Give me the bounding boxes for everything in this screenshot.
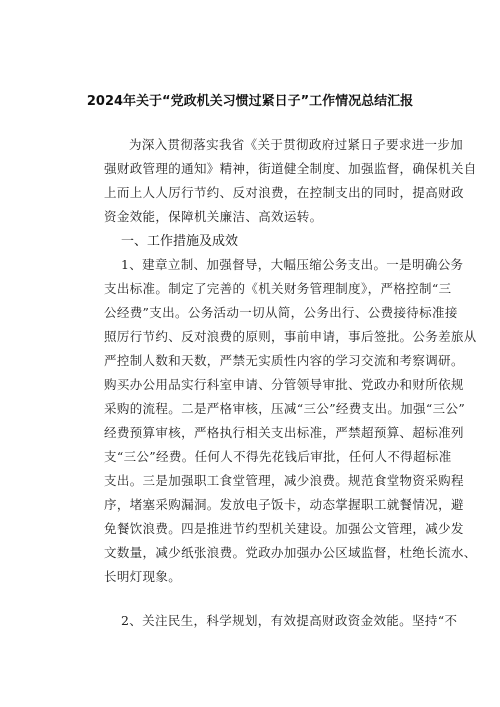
intro-line-1: 为深入贯彻落实我省《关于贯彻政府过紧日子要求进一步加 xyxy=(129,137,464,152)
item2-line-1: 2、关注民生，科学规划，有效提高财政资金效能。坚持“不 xyxy=(121,613,458,628)
item1-line-9: 支“三公”经费。任何人不得先花钱后审批，任何人不得超标准 xyxy=(104,449,452,464)
intro-line-3: 上而上人人厉行节约、反对浪费，在控制支出的同时，提高财政 xyxy=(104,185,464,200)
item1-line-7: 采购的流程。二是严格审核，压减“三公”经费支出。加强“三公” xyxy=(104,401,466,416)
item1-line-12: 免餐饮浪费。四是推进节约型机关建设。加强公文管理，减少发 xyxy=(104,521,464,536)
item1-line-10: 支出。三是加强职工食堂管理，减少浪费。规范食堂物资采购程 xyxy=(104,473,464,488)
item1-line-1: 1、建章立制、加强督导，大幅压缩公务支出。一是明确公务 xyxy=(121,257,464,272)
item1-line-5: 严控制人数和天数，严禁无实质性内容的学习交流和考察调研。 xyxy=(104,353,464,368)
section-heading: 一、工作措施及成效 xyxy=(121,234,239,249)
item1-line-8: 经费预算审核，严格执行相关支出标准，严禁超预算、超标准列 xyxy=(104,425,464,440)
intro-line-2: 强财政管理的通知》精神，街道健全制度、加强监督，确保机关自 xyxy=(104,161,477,176)
item1-line-13: 文数量，减少纸张浪费。党政办加强办公区域监督，杜绝长流水、 xyxy=(104,545,477,560)
item1-line-11: 序，堵塞采购漏洞。发放电子饭卡，动态掌握职工就餐情况，避 xyxy=(104,497,464,512)
document-title: 2024年关于“党政机关习惯过紧日子”工作情况总结汇报 xyxy=(86,94,414,109)
item1-line-14: 长明灯现象。 xyxy=(104,569,182,584)
item1-line-4: 照厉行节约、反对浪费的原则，事前申请，事后签批。公务差旅从 xyxy=(104,329,477,344)
item1-line-2: 支出标准。制定了完善的《机关财务管理制度》，严格控制“三 xyxy=(104,281,452,296)
item1-line-3: 公经费”支出。公务活动一切从简，公务出行、公费接待标准接 xyxy=(104,305,458,320)
item1-line-6: 购买办公用品实行科室申请、分管领导审批、党政办和财所依规 xyxy=(104,377,464,392)
intro-line-4: 资金效能，保障机关廉洁、高效运转。 xyxy=(104,209,323,224)
